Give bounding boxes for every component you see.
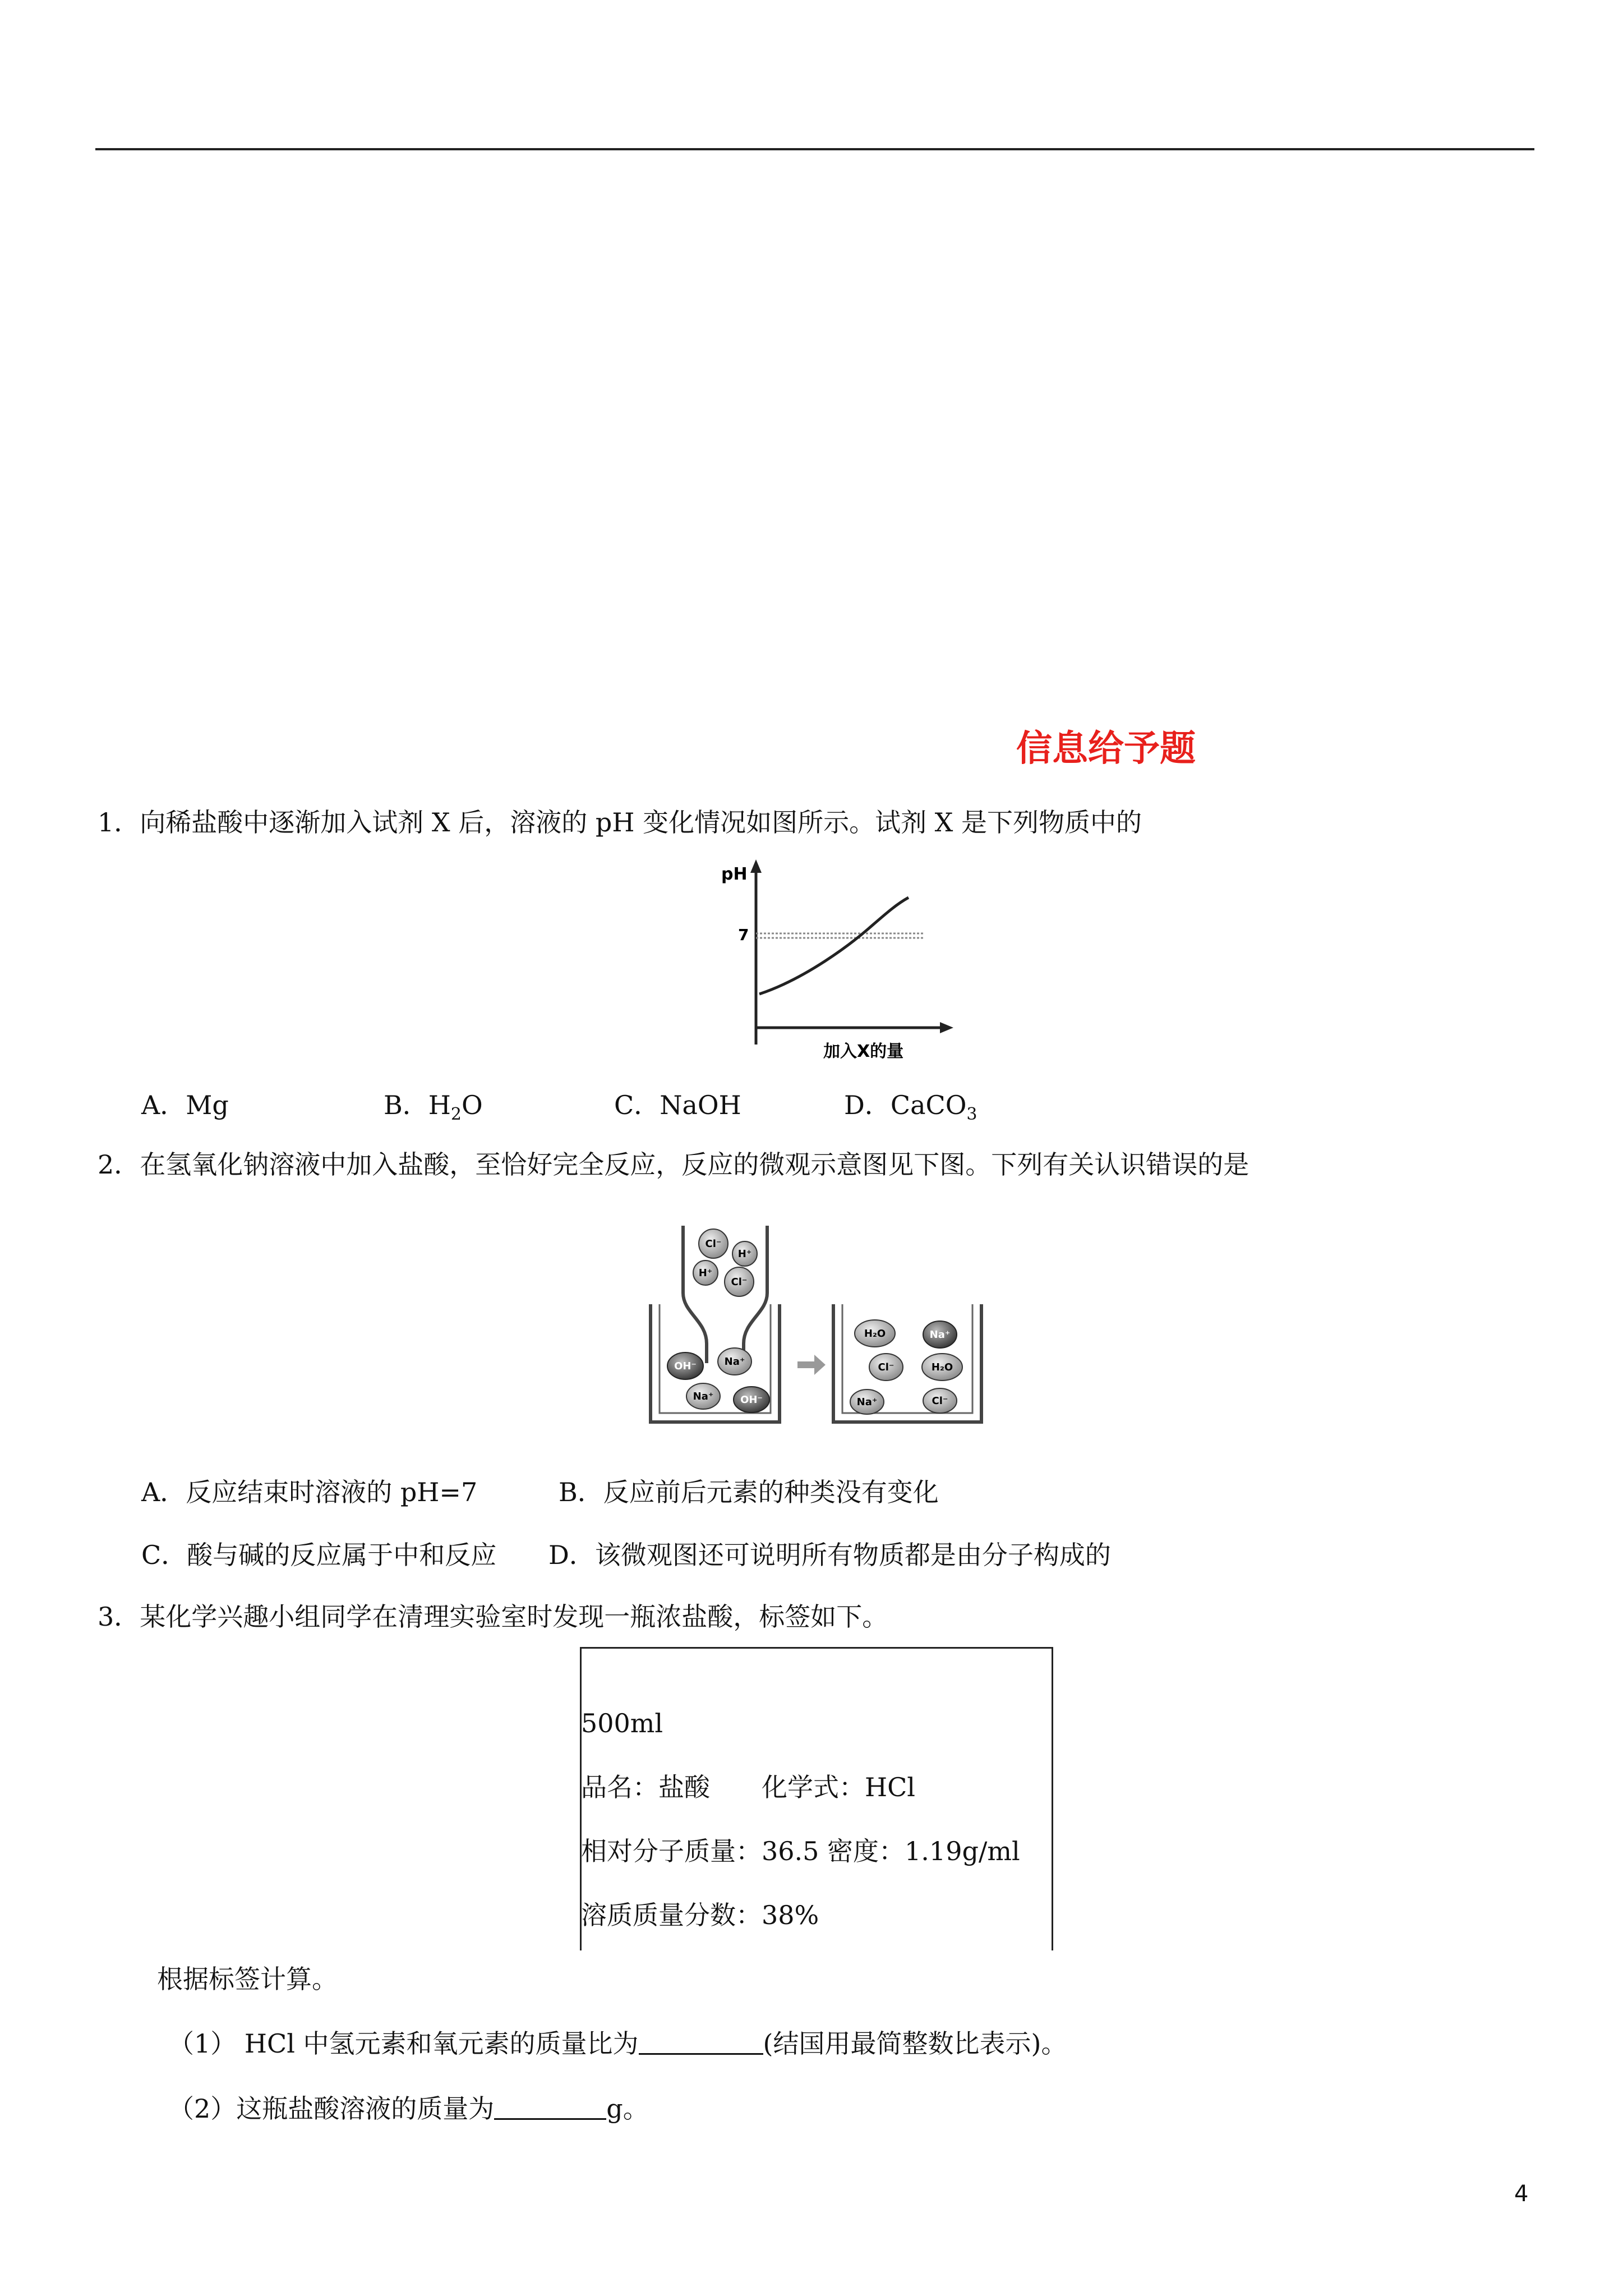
q1-option-c: C．NaOH xyxy=(614,1090,741,1120)
funnel-ion-3: H⁺ xyxy=(698,1267,713,1279)
q3-stem: 3．某化学兴趣小组同学在清理实验室时发现一瓶浓盐酸，标签如下。 xyxy=(98,1602,888,1632)
beaker2-ion-4: H₂O xyxy=(931,1361,953,1373)
funnel-ion-4: Cl⁻ xyxy=(731,1276,748,1288)
section-title: 信息给予题 xyxy=(1016,728,1196,770)
reaction-diagram xyxy=(639,1214,1009,1433)
label-mass-density: 相对分子质量：36.5 密度：1.19g/ml xyxy=(581,1836,1020,1866)
beaker2-ion-1: H₂O xyxy=(864,1328,886,1340)
label-volume: 500ml xyxy=(581,1708,663,1738)
page-number: 4 xyxy=(1514,2181,1529,2207)
header-rule xyxy=(95,148,1534,150)
beaker1-ion-3: Na⁺ xyxy=(693,1391,714,1402)
ph-tick-7: 7 xyxy=(738,926,749,944)
funnel-ion-2: H⁺ xyxy=(737,1248,752,1260)
label-name-formula: 品名：盐酸 化学式：HCl xyxy=(581,1772,916,1802)
q2-option-a: A．反应结束时溶液的 pH=7 xyxy=(141,1477,478,1507)
q3-sub2: （2）这瓶盐酸溶液的质量为 g。 xyxy=(168,2090,649,2125)
beaker1-ion-4: OH⁻ xyxy=(740,1394,763,1406)
funnel-ion-1: Cl⁻ xyxy=(705,1238,722,1250)
beaker2-ion-2: Na⁺ xyxy=(929,1329,951,1341)
q1-stem: 1．向稀盐酸中逐渐加入试剂 X 后，溶液的 pH 变化情况如图所示。试剂 X 是下列物质中的 xyxy=(98,807,1142,838)
answer-blank-1[interactable] xyxy=(639,2025,763,2055)
beaker2-ion-5: Na⁺ xyxy=(856,1396,878,1408)
q2-option-c: C．酸与碱的反应属于中和反应 xyxy=(141,1540,497,1570)
ph-graph xyxy=(711,854,958,1061)
beaker2-ion-6: Cl⁻ xyxy=(932,1395,948,1407)
x-axis-label: 加入X的量 xyxy=(823,1042,904,1061)
beaker2-ion-3: Cl⁻ xyxy=(878,1361,895,1373)
q2-option-b: B．反应前后元素的种类没有变化 xyxy=(559,1477,939,1507)
q2-option-d: D．该微观图还可说明所有物质都是由分子构成的 xyxy=(548,1540,1111,1570)
q1-option-a: A．Mg xyxy=(141,1090,229,1120)
label-mass-fraction: 溶质质量分数：38% xyxy=(581,1900,819,1930)
beaker1-ion-1: OH⁻ xyxy=(674,1360,697,1372)
q1-option-d: D．CaCO$_3$ xyxy=(844,1090,978,1124)
q3-prompt: 根据标签计算。 xyxy=(157,1964,338,1994)
ph-axis-label: pH xyxy=(721,864,748,884)
q1-option-b: B．$H_2O$ xyxy=(384,1090,483,1124)
beaker1-ion-2: Na⁺ xyxy=(724,1356,745,1368)
answer-blank-2[interactable] xyxy=(494,2090,606,2120)
q3-sub1: （1） HCl 中氢元素和氧元素的质量比为 (结国用最简整数比表示)。 xyxy=(168,2025,1067,2060)
q2-stem: 2．在氢氧化钠溶液中加入盐酸，至恰好完全反应，反应的微观示意图见下图。下列有关认识错误的是 xyxy=(98,1149,1249,1180)
